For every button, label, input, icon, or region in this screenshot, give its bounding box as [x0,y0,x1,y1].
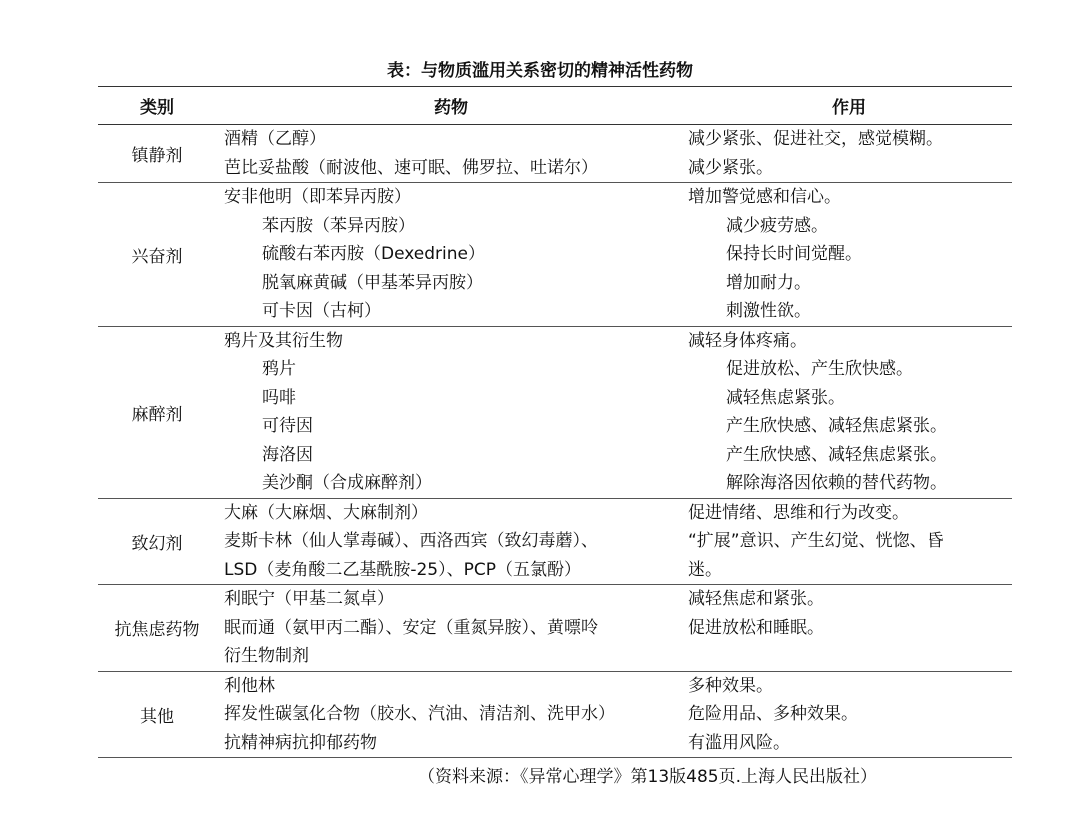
drug-table [98,86,1012,758]
table-row [98,183,1012,327]
drug-line: 鸦片 [262,359,296,379]
drug-line: 美沙酮（合成麻醉剂） [262,473,432,493]
effect-line: 促进放松、产生欣快感。 [726,359,913,379]
effect-cell [686,671,1012,758]
drug-cell [216,125,686,183]
effect-line: 危险用品、多种效果。 [688,704,858,724]
effect-line [686,642,1012,671]
drug-line: 鸦片及其衍生物 [224,330,343,351]
drug-line: 眠而通（氨甲丙二酯）、安定（重氮异胺）、黄嘌呤 [224,617,598,638]
category-cell: 抗焦虑药物 [98,585,216,672]
table-group [98,498,1012,585]
effect-line: 迷。 [688,559,722,580]
effect-line: 减轻焦虑和紧张。 [688,589,824,609]
drug-line: 挥发性碳氢化合物（胶水、汽油、清洁剂、洗甲水） [224,704,615,724]
table-group [98,125,1012,183]
drug-line: 芭比妥盐酸（耐波他、速可眠、佛罗拉、吐诺尔） [224,157,598,178]
table-group [98,671,1012,758]
effect-line: 解除海洛因依赖的替代药物。 [726,473,947,493]
category-cell: 镇静剂 [98,125,216,183]
effect-cell [686,125,1012,183]
category-cell: 致幻剂 [98,498,216,585]
effect-line: 减少疲劳感。 [726,215,828,236]
effect-cell [686,326,1012,498]
header-row [98,87,1012,125]
table-row [98,326,1012,498]
effect-line: 增加警觉感和信心。 [688,187,841,207]
source-note: （资料来源：《异常心理学》第13版485页.上海人民出版社） [418,767,877,787]
drug-line: 酒精（乙醇） [224,129,326,149]
drug-cell [216,585,686,672]
drug-line: 抗精神病抗抑郁药物 [224,732,377,753]
drug-line: 衍生物制剂 [224,646,309,666]
effect-line: 促进放松和睡眠。 [688,617,824,638]
effect-cell [686,498,1012,585]
drug-line: 安非他明（即苯异丙胺） [224,187,411,207]
category-cell: 麻醉剂 [98,326,216,498]
drug-line: 苯丙胺（苯异丙胺） [262,215,415,236]
category-cell: 兴奋剂 [98,183,216,327]
header-effect: 作用 [686,87,1012,125]
effect-line: 多种效果。 [688,675,773,696]
drug-line: 吗啡 [262,387,296,408]
drug-line: 可卡因（古柯） [262,301,381,321]
drug-cell [216,183,686,327]
drug-line: 大麻（大麻烟、大麻制剂） [224,502,428,523]
effect-line: 减少紧张、促进社交，感觉模糊。 [688,129,943,149]
effect-line: “扩展”意识、产生幻觉、恍惚、昏 [688,531,944,551]
table-row [98,671,1012,758]
table-group [98,326,1012,498]
effect-line: 减轻身体疼痛。 [688,330,807,351]
drug-cell [216,671,686,758]
drug-line: 可待因 [262,416,313,436]
effect-cell [686,183,1012,327]
drug-line: 海洛因 [262,444,313,465]
table-row [98,125,1012,183]
effect-line: 产生欣快感、减轻焦虑紧张。 [726,416,947,436]
drug-line: LSD（麦角酸二乙基酰胺-25）、PCP（五氯酚） [224,559,581,580]
effect-line: 增加耐力。 [726,272,811,293]
effect-cell [686,585,1012,672]
drug-line: 麦斯卡林（仙人掌毒碱）、西洛西宾（致幻毒蘑）、 [224,531,598,551]
effect-line: 产生欣快感、减轻焦虑紧张。 [726,444,947,465]
effect-line: 减少紧张。 [688,157,773,178]
drug-cell [216,498,686,585]
effect-line: 保持长时间觉醒。 [726,244,862,264]
table-row [98,585,1012,672]
drug-cell [216,326,686,498]
category-cell: 其他 [98,671,216,758]
effect-line: 减轻焦虑紧张。 [726,387,845,408]
table-row [98,498,1012,585]
drug-line: 硫酸右苯丙胺（Dexedrine） [262,244,485,264]
table-group [98,585,1012,672]
effect-line: 有滥用风险。 [688,732,790,753]
effect-line: 刺激性欲。 [726,301,811,321]
header-category: 类别 [98,87,216,125]
drug-line: 脱氧麻黄碱（甲基苯异丙胺） [262,272,483,293]
table-title: 表：与物质滥用关系密切的精神活性药物 [387,61,693,81]
effect-line: 促进情绪、思维和行为改变。 [688,502,909,523]
table-group [98,183,1012,327]
header-drug: 药物 [216,87,686,125]
drug-line: 利他林 [224,675,275,696]
drug-line: 利眠宁（甲基二氮卓） [224,589,394,609]
